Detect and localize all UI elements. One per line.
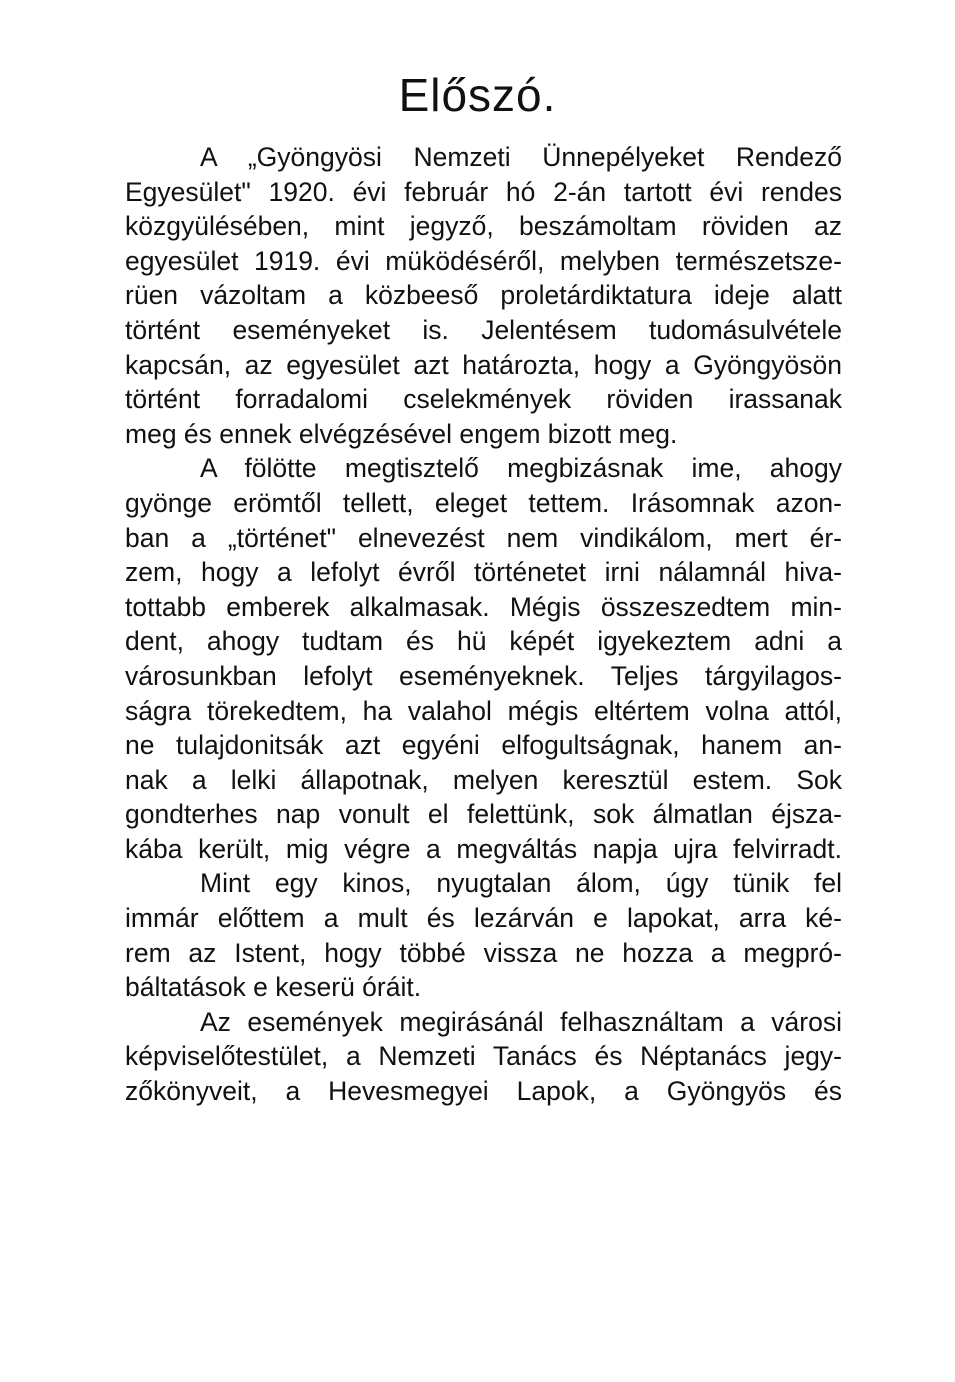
text-line: történt forradalomi cselekmények röviden irassanak — [125, 384, 842, 415]
text-line: zőkönyveit, a Hevesmegyei Lapok, a Gyöngyös és — [125, 1076, 842, 1107]
paragraph-2 — [125, 451, 842, 866]
text-line: tottabb emberek alkalmasak. Mégis összeszedtem min- — [125, 591, 842, 622]
body-text — [125, 140, 842, 1109]
text-line: Mint egy kinos, nyugtalan álom, úgy tünik fel — [200, 868, 842, 899]
text-line: immár előttem a mult és lezárván e lapokat, arra ké- — [125, 903, 842, 934]
text-line: gyönge erömtől tellett, eleget tettem. Irásomnak azon- — [125, 487, 842, 518]
text-line: rem az Istent, hogy többé vissza ne hozza a megpró- — [125, 937, 842, 968]
text-line: báltatások e keserü óráit. — [125, 972, 422, 1003]
text-line: képviselőtestület, a Nemzeti Tanács és Néptanács jegy- — [125, 1041, 842, 1072]
text-line: kába került, mig végre a megváltás napja ujra felvirradt. — [125, 833, 842, 864]
text-line: egyesület 1919. évi müködéséről, melyben természetsze- — [125, 245, 842, 276]
text-line: meg és ennek elvégzésével engem bizott meg. — [125, 418, 678, 449]
paragraph-3 — [125, 866, 842, 1004]
text-line: rüen vázoltam a közbeeső proletárdiktatura ideje alatt — [125, 280, 842, 311]
text-line: történt eseményeket is. Jelentésem tudomásulvétele — [125, 314, 842, 345]
text-line: dent, ahogy tudtam és hü képét igyekeztem adni a — [125, 626, 842, 657]
paragraph-1 — [125, 140, 842, 451]
paragraph-4 — [125, 1005, 842, 1109]
text-line: A „Gyöngyösi Nemzeti Ünnepélyeket Rendező — [200, 142, 842, 172]
text-line: zem, hogy a lefolyt évről történetet irni nálamnál hiva- — [125, 557, 842, 588]
text-line: ságra törekedtem, ha valahol mégis eltértem volna attól, — [125, 695, 842, 726]
text-line: A fölötte megtisztelő megbizásnak ime, ahogy — [200, 453, 842, 484]
text-line: városunkban lefolyt eseményeknek. Teljes tárgyilagos- — [125, 660, 842, 691]
text-line: közgyülésében, mint jegyző, beszámoltam röviden az — [125, 211, 842, 242]
text-line: kapcsán, az egyesület azt határozta, hogy a Gyöngyösön — [125, 349, 842, 380]
page-title: Előszó. — [398, 69, 557, 121]
text-line: Az események megirásánál felhasználtam a városi — [200, 1006, 842, 1037]
text-line: Egyesület" 1920. évi február hó 2-án tartott évi rendes — [125, 176, 842, 207]
text-line: ban a „történet" elnevezést nem vindikálom, mert ér- — [125, 522, 842, 553]
text-line: nak a lelki állapotnak, melyen keresztül estem. Sok — [125, 764, 842, 795]
text-line: ne tulajdonitsák azt egyéni elfogultságnak, hanem an- — [125, 730, 842, 761]
text-line: gondterhes nap vonult el felettünk, sok álmatlan éjsza- — [125, 799, 842, 830]
